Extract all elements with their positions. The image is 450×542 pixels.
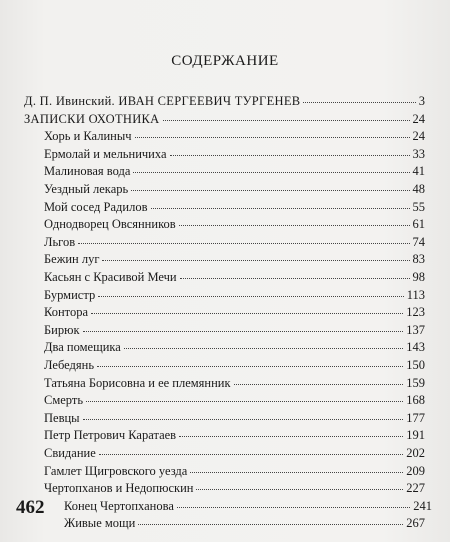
toc-entry-title: Льгов [44, 234, 76, 249]
toc-entry-title: Однодворец Овсянников [44, 217, 176, 232]
toc-entry [64, 499, 432, 515]
toc-entry-page: 48 [412, 182, 425, 196]
toc-entry-title: Хорь и Калиныч [44, 129, 132, 144]
toc-entry-title: Лебедянь [44, 358, 95, 372]
toc-entry [44, 464, 425, 480]
toc-entry-title: Контора [44, 305, 89, 320]
toc-entry [44, 428, 425, 444]
toc-entry-title: Д. П. Ивинский. ИВАН СЕРГЕЕВИЧ ТУРГЕНЕВ [24, 94, 301, 108]
toc-entry-page: 74 [412, 234, 425, 249]
toc-entry-page: 227 [406, 481, 425, 496]
toc-entry [44, 340, 425, 356]
toc-entry [24, 94, 425, 110]
dot-leader [78, 233, 409, 244]
toc-entry-title: Конец Чертопханова [64, 498, 174, 513]
toc-entry [24, 112, 425, 128]
toc-entry-title: Чертопханов и Недопюскин [44, 481, 194, 496]
toc-entry [44, 252, 425, 268]
page-number: 462 [16, 497, 45, 518]
toc-entry-page: 209 [406, 463, 425, 478]
toc-entry [44, 446, 425, 462]
toc-entry-page: 267 [406, 516, 425, 531]
toc-entry-page: 41 [412, 164, 425, 179]
dot-leader [180, 268, 410, 279]
toc-entry-page: 83 [412, 252, 425, 267]
toc-entry-page: 61 [412, 217, 425, 232]
dot-leader [91, 303, 403, 314]
toc-entry-page: 202 [406, 446, 425, 460]
toc-entry-title: Татьяна Борисовна и ее племянник [44, 375, 231, 390]
toc-entry [44, 129, 425, 145]
toc-entry-page: 137 [406, 322, 425, 337]
toc-entry-title: Касьян с Красивой Мечи [44, 270, 177, 284]
toc-entry [44, 182, 425, 198]
toc-entry-page: 33 [412, 146, 425, 161]
toc-entry-title: Малиновая вода [44, 164, 131, 179]
toc-entry [44, 217, 425, 233]
toc-entry [44, 288, 425, 304]
dot-leader [190, 462, 403, 473]
toc-entry-page: 3 [418, 94, 425, 108]
toc-entry-page: 24 [412, 129, 425, 144]
toc-entry [44, 164, 425, 180]
toc-entry-title: Смерть [44, 393, 84, 408]
dot-leader [99, 444, 403, 455]
dot-leader [83, 409, 404, 420]
toc-entry-page: 150 [406, 358, 425, 372]
dot-leader [177, 497, 410, 508]
dot-leader [135, 127, 410, 138]
toc-entry [44, 481, 425, 497]
contents-heading: СОДЕРЖАНИЕ [171, 53, 279, 69]
toc-entry [44, 358, 425, 374]
toc-entry-title: Два помещика [44, 340, 121, 355]
toc-entry-page: 168 [406, 393, 425, 408]
dot-leader [102, 250, 409, 261]
toc-entry [44, 393, 425, 409]
toc-entry-title: Живые мощи [64, 516, 136, 531]
dot-leader [179, 215, 410, 226]
toc-entry-page: 191 [406, 428, 425, 443]
dot-leader [131, 180, 409, 191]
toc-entry-title: Ермолай и мельничиха [44, 146, 167, 161]
dot-leader [133, 162, 409, 173]
toc-entry-title: Бежин луг [44, 252, 100, 267]
dot-leader [303, 92, 415, 103]
dot-leader [138, 514, 403, 525]
dot-leader [86, 391, 403, 402]
toc-entry-page: 177 [406, 410, 425, 425]
bleed-through-text [24, 0, 420, 58]
dot-leader [97, 356, 403, 367]
toc-entry-title: Бурмистр [44, 287, 96, 302]
toc-entry-page: 113 [406, 287, 425, 302]
toc-entry [44, 200, 425, 216]
dot-leader [83, 321, 404, 332]
toc-entry-title: Петр Петрович Каратаев [44, 428, 177, 443]
toc-entry-page: 24 [412, 111, 425, 126]
toc-entry [44, 235, 425, 251]
dot-leader [196, 479, 403, 490]
dot-leader [98, 286, 404, 297]
toc-entry-title: Мой сосед Радилов [44, 199, 148, 214]
dot-leader [179, 426, 403, 437]
toc-entry-title: Свидание [44, 446, 96, 460]
dot-leader [163, 110, 410, 121]
toc-entry-page: 98 [412, 270, 425, 284]
toc-entry-title: Певцы [44, 410, 80, 425]
toc-entry-page: 123 [406, 305, 425, 320]
toc-entry-page: 143 [406, 340, 425, 355]
dot-leader [234, 374, 404, 385]
toc-entry-title: ЗАПИСКИ ОХОТНИКА [24, 111, 160, 126]
toc-entry-title: Уездный лекарь [44, 182, 129, 196]
toc-entry-title: Гамлет Щигровского уезда [44, 463, 188, 478]
toc-entry [44, 305, 425, 321]
dot-leader [170, 145, 410, 156]
dot-leader [151, 198, 410, 209]
toc-entry [44, 411, 425, 427]
toc-entry-page: 55 [412, 199, 425, 214]
toc-entry [44, 323, 425, 339]
toc-entry-title: Бирюк [44, 322, 80, 337]
toc-entry-page: 241 [413, 498, 432, 513]
dot-leader [124, 338, 403, 349]
toc-entry [44, 270, 425, 286]
toc-entry [64, 516, 425, 532]
toc-entry [44, 147, 425, 163]
toc-entry-page: 159 [406, 375, 425, 390]
toc-entry [44, 376, 425, 392]
